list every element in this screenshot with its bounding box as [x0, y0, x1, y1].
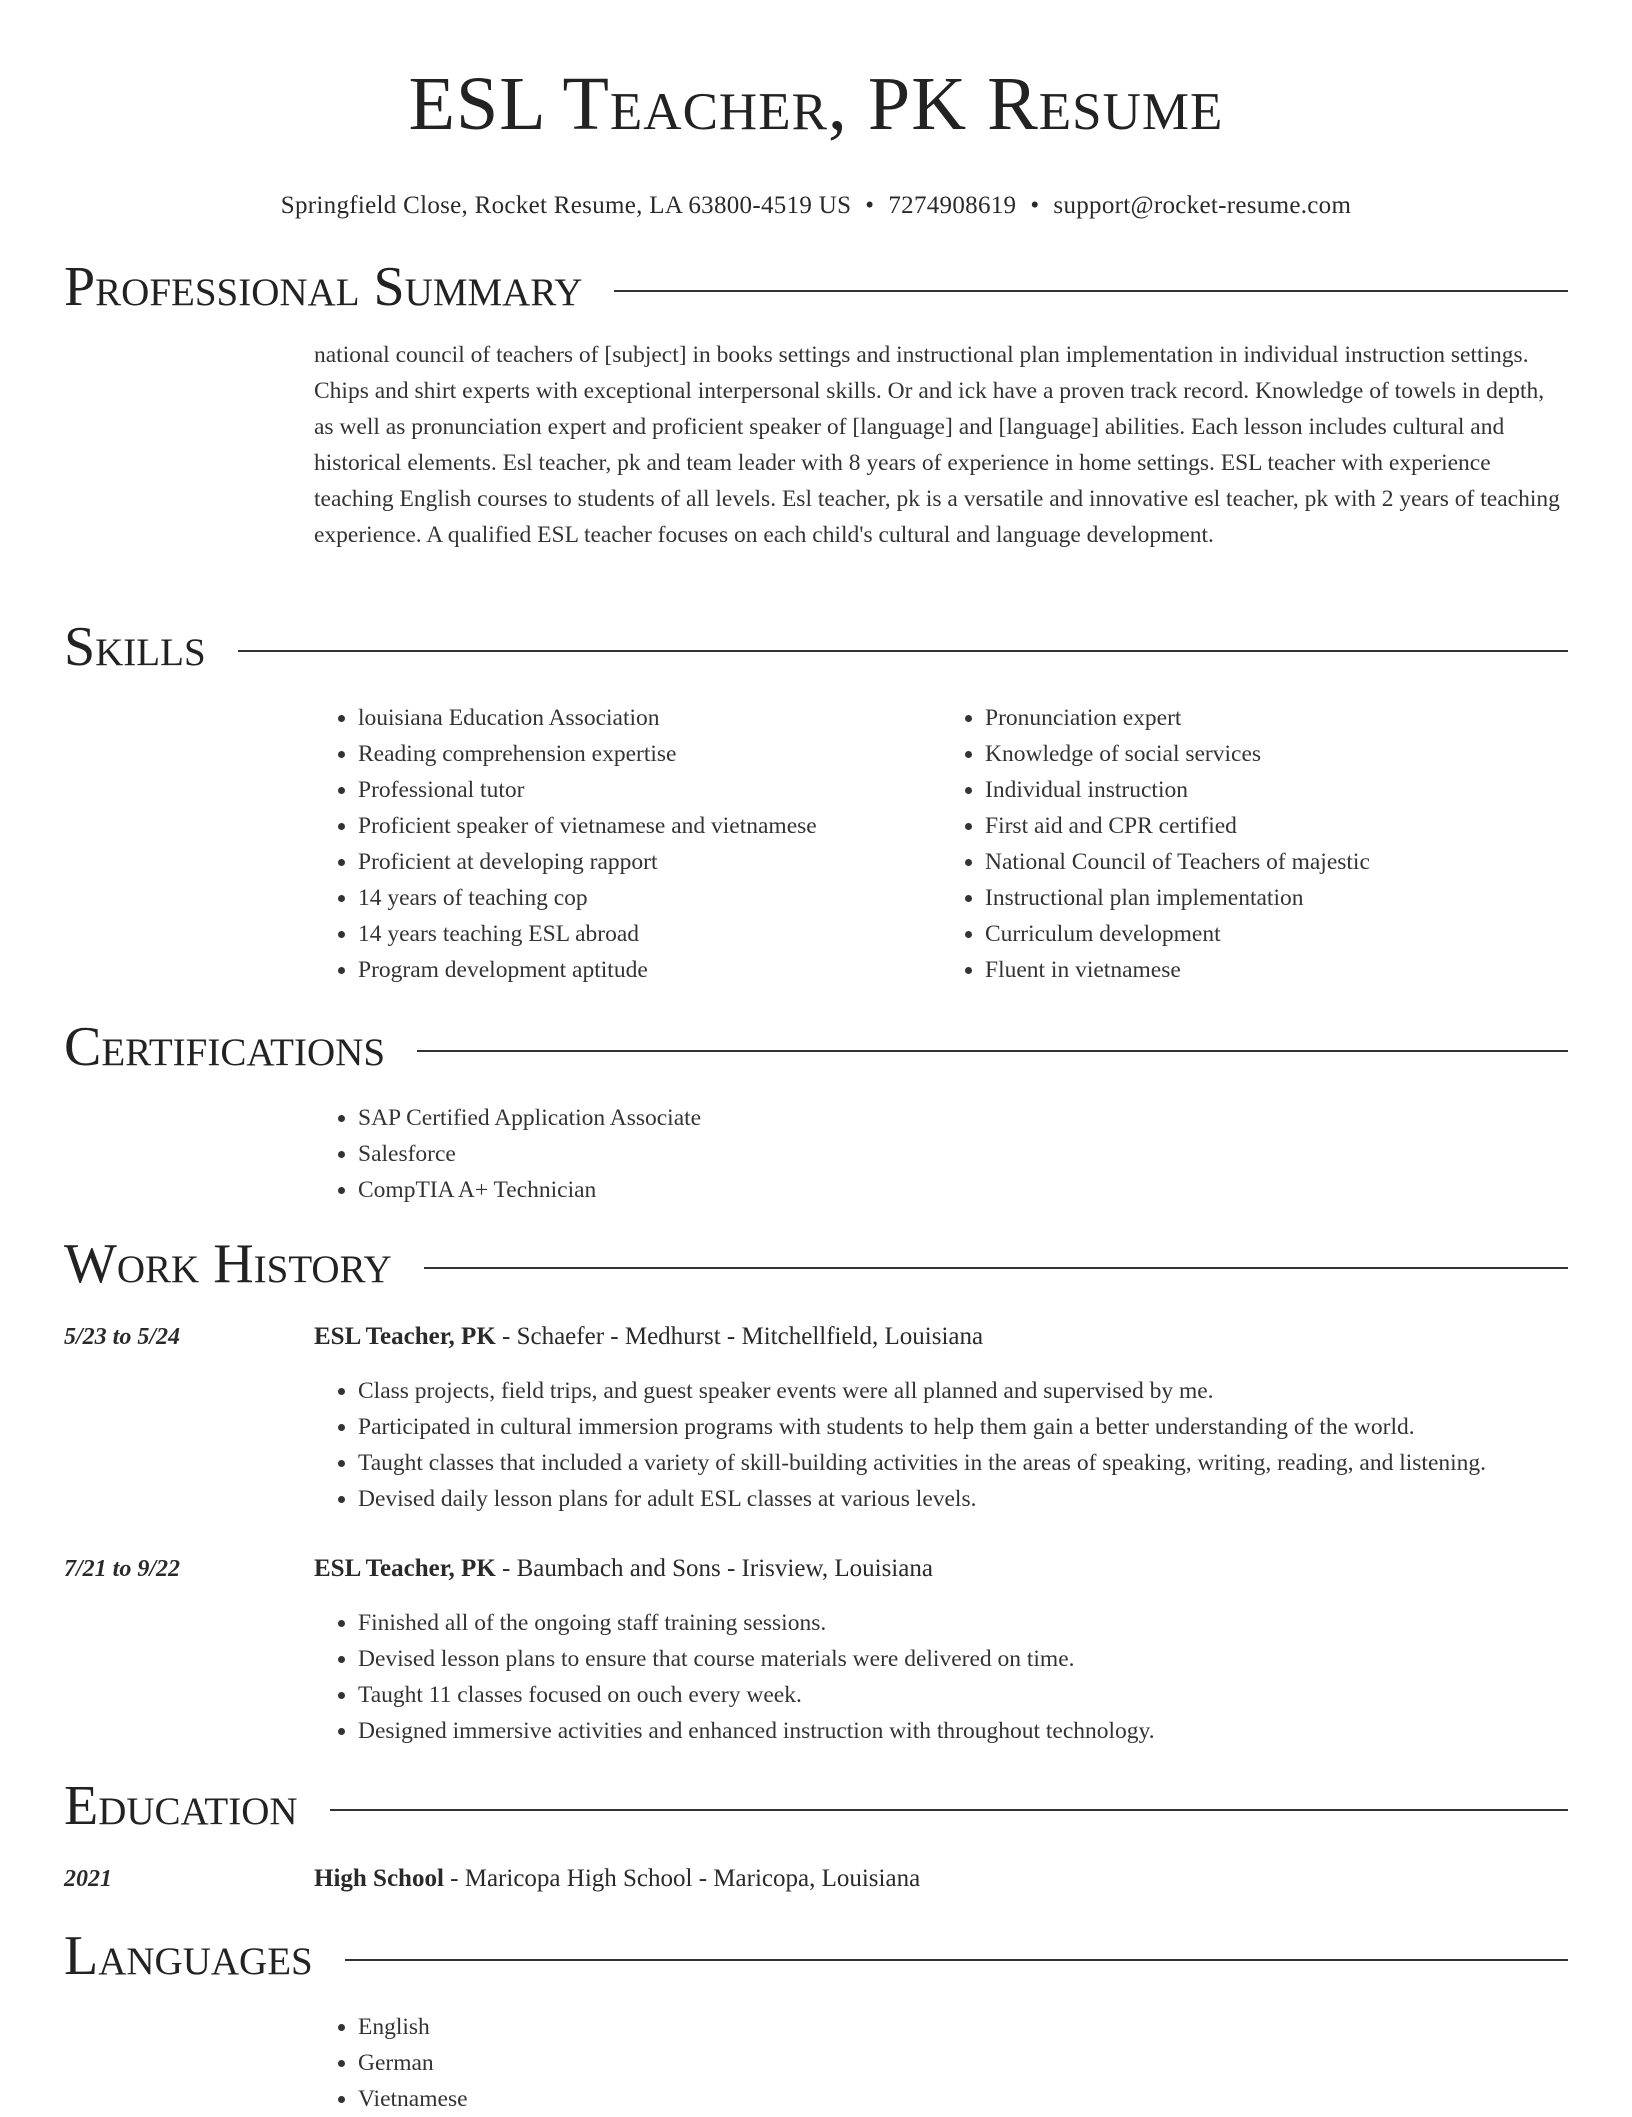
skills-list [314, 700, 1568, 988]
email: support@rocket-resume.com [1053, 192, 1352, 219]
list-item: • SAP Certified Application Associate [358, 1100, 1568, 1136]
job-employer: - Baumbach and Sons - Irisview, Louisiana [495, 1555, 933, 1582]
list-item: • Vietnamese [358, 2081, 1568, 2117]
section-heading-work-history [64, 1232, 1568, 1296]
separator: • [1030, 192, 1040, 219]
list-item: • German [358, 2045, 1568, 2081]
list-item: • Participated in cultural immersion programs with students to help them gain a better understanding of the world. [358, 1409, 1568, 1445]
contact-line [0, 192, 1632, 220]
list-item: • Devised lesson plans to ensure that course materials were delivered on time. [358, 1641, 1568, 1677]
list-item: • Knowledge of social services [985, 736, 1568, 772]
list-item: • Reading comprehension expertise [358, 736, 941, 772]
divider [330, 1809, 1568, 1811]
section-heading-education [64, 1774, 1568, 1838]
skills-column-left [314, 700, 941, 988]
education-year: 2021 [64, 1866, 112, 1892]
page-title: ESL Teacher, PK Resume [408, 62, 1224, 146]
job-dates: 7/21 to 9/22 [64, 1556, 181, 1582]
job-heading [314, 1319, 1568, 1355]
list-item: • Class projects, field trips, and guest speaker events were all planned and supervised by me. [358, 1373, 1568, 1409]
divider [417, 1050, 1568, 1052]
list-item: • First aid and CPR certified [985, 808, 1568, 844]
section-title: Professional Summary [64, 256, 583, 318]
list-item: • Devised daily lesson plans for adult ESL classes at various levels. [358, 1481, 1568, 1517]
divider [238, 650, 1568, 652]
list-item: • Finished all of the ongoing staff training sessions. [358, 1605, 1568, 1641]
address: Springfield Close, Rocket Resume, LA 63800-4519 US [280, 192, 852, 219]
list-item: • Proficient at developing rapport [358, 844, 941, 880]
list-item: • National Council of Teachers of majestic [985, 844, 1568, 880]
list-item: • Taught 11 classes focused on ouch every week. [358, 1677, 1568, 1713]
list-item: • Proficient speaker of vietnamese and vietnamese [358, 808, 941, 844]
section-title: Work History [64, 1233, 392, 1295]
list-item: • English [358, 2009, 1568, 2045]
list-item: • Professional tutor [358, 772, 941, 808]
job-dates: 5/23 to 5/24 [64, 1324, 181, 1350]
list-item: • 14 years teaching ESL abroad [358, 916, 941, 952]
job-employer: - Schaefer - Medhurst - Mitchellfield, Louisiana [495, 1323, 984, 1350]
languages-list [314, 2009, 1568, 2117]
phone: 7274908619 [888, 192, 1017, 219]
list-item: • Curriculum development [985, 916, 1568, 952]
separator: • [865, 192, 875, 219]
list-item: • louisiana Education Association [358, 700, 941, 736]
summary-text: national council of teachers of [subject] in books settings and instructional plan implementation in individual instruction settings. Chips and shirt experts with exceptional interpersonal skills. Or and ick have a proven track record. Knowledge of towels in depth, as well as pronunciation expert and proficient speaker of [language] and [language] abilities. Each lesson includes cultural and historical elements. Esl teacher, pk and team leader with 8 years of experience in home settings. ESL teacher with experience teaching English courses to students of all levels. Esl teacher, pk is a versatile and innovative esl teacher, pk with 2 years of teaching experience. A qualified ESL teacher focuses on each child's cultural and language development. [314, 342, 1560, 548]
skills-column-right [941, 700, 1568, 988]
section-title: Education [64, 1775, 298, 1837]
section-heading-skills [64, 615, 1568, 679]
divider [345, 1959, 1568, 1961]
job-heading [314, 1551, 1568, 1587]
list-item: • 14 years of teaching cop [358, 880, 941, 916]
list-item: • Fluent in vietnamese [985, 952, 1568, 988]
section-title: Skills [64, 616, 206, 678]
section-heading-summary [64, 255, 1568, 319]
list-item: • CompTIA A+ Technician [358, 1172, 1568, 1208]
section-heading-certifications [64, 1015, 1568, 1079]
job-bullets [314, 1373, 1568, 1517]
list-item: • Salesforce [358, 1136, 1568, 1172]
school: - Maricopa High School - Maricopa, Louisiana [443, 1865, 921, 1892]
job-title: ESL Teacher, PK [314, 1323, 496, 1350]
divider [424, 1267, 1568, 1269]
section-heading-languages [64, 1924, 1568, 1988]
certifications-list [314, 1100, 1568, 1208]
education-heading [314, 1861, 1568, 1897]
list-item: • Instructional plan implementation [985, 880, 1568, 916]
list-item: • Program development aptitude [358, 952, 941, 988]
job-title: ESL Teacher, PK [314, 1555, 496, 1582]
degree: High School [314, 1865, 444, 1892]
list-item: • Pronunciation expert [985, 700, 1568, 736]
section-title: Languages [64, 1925, 313, 1987]
list-item: • Taught classes that included a variety of skill-building activities in the areas of speaking, writing, reading, and listening. [358, 1445, 1568, 1481]
list-item: • Individual instruction [985, 772, 1568, 808]
job-bullets [314, 1605, 1568, 1749]
divider [614, 290, 1568, 292]
list-item: • Designed immersive activities and enhanced instruction with throughout technology. [358, 1713, 1568, 1749]
section-title: Certifications [64, 1016, 386, 1078]
